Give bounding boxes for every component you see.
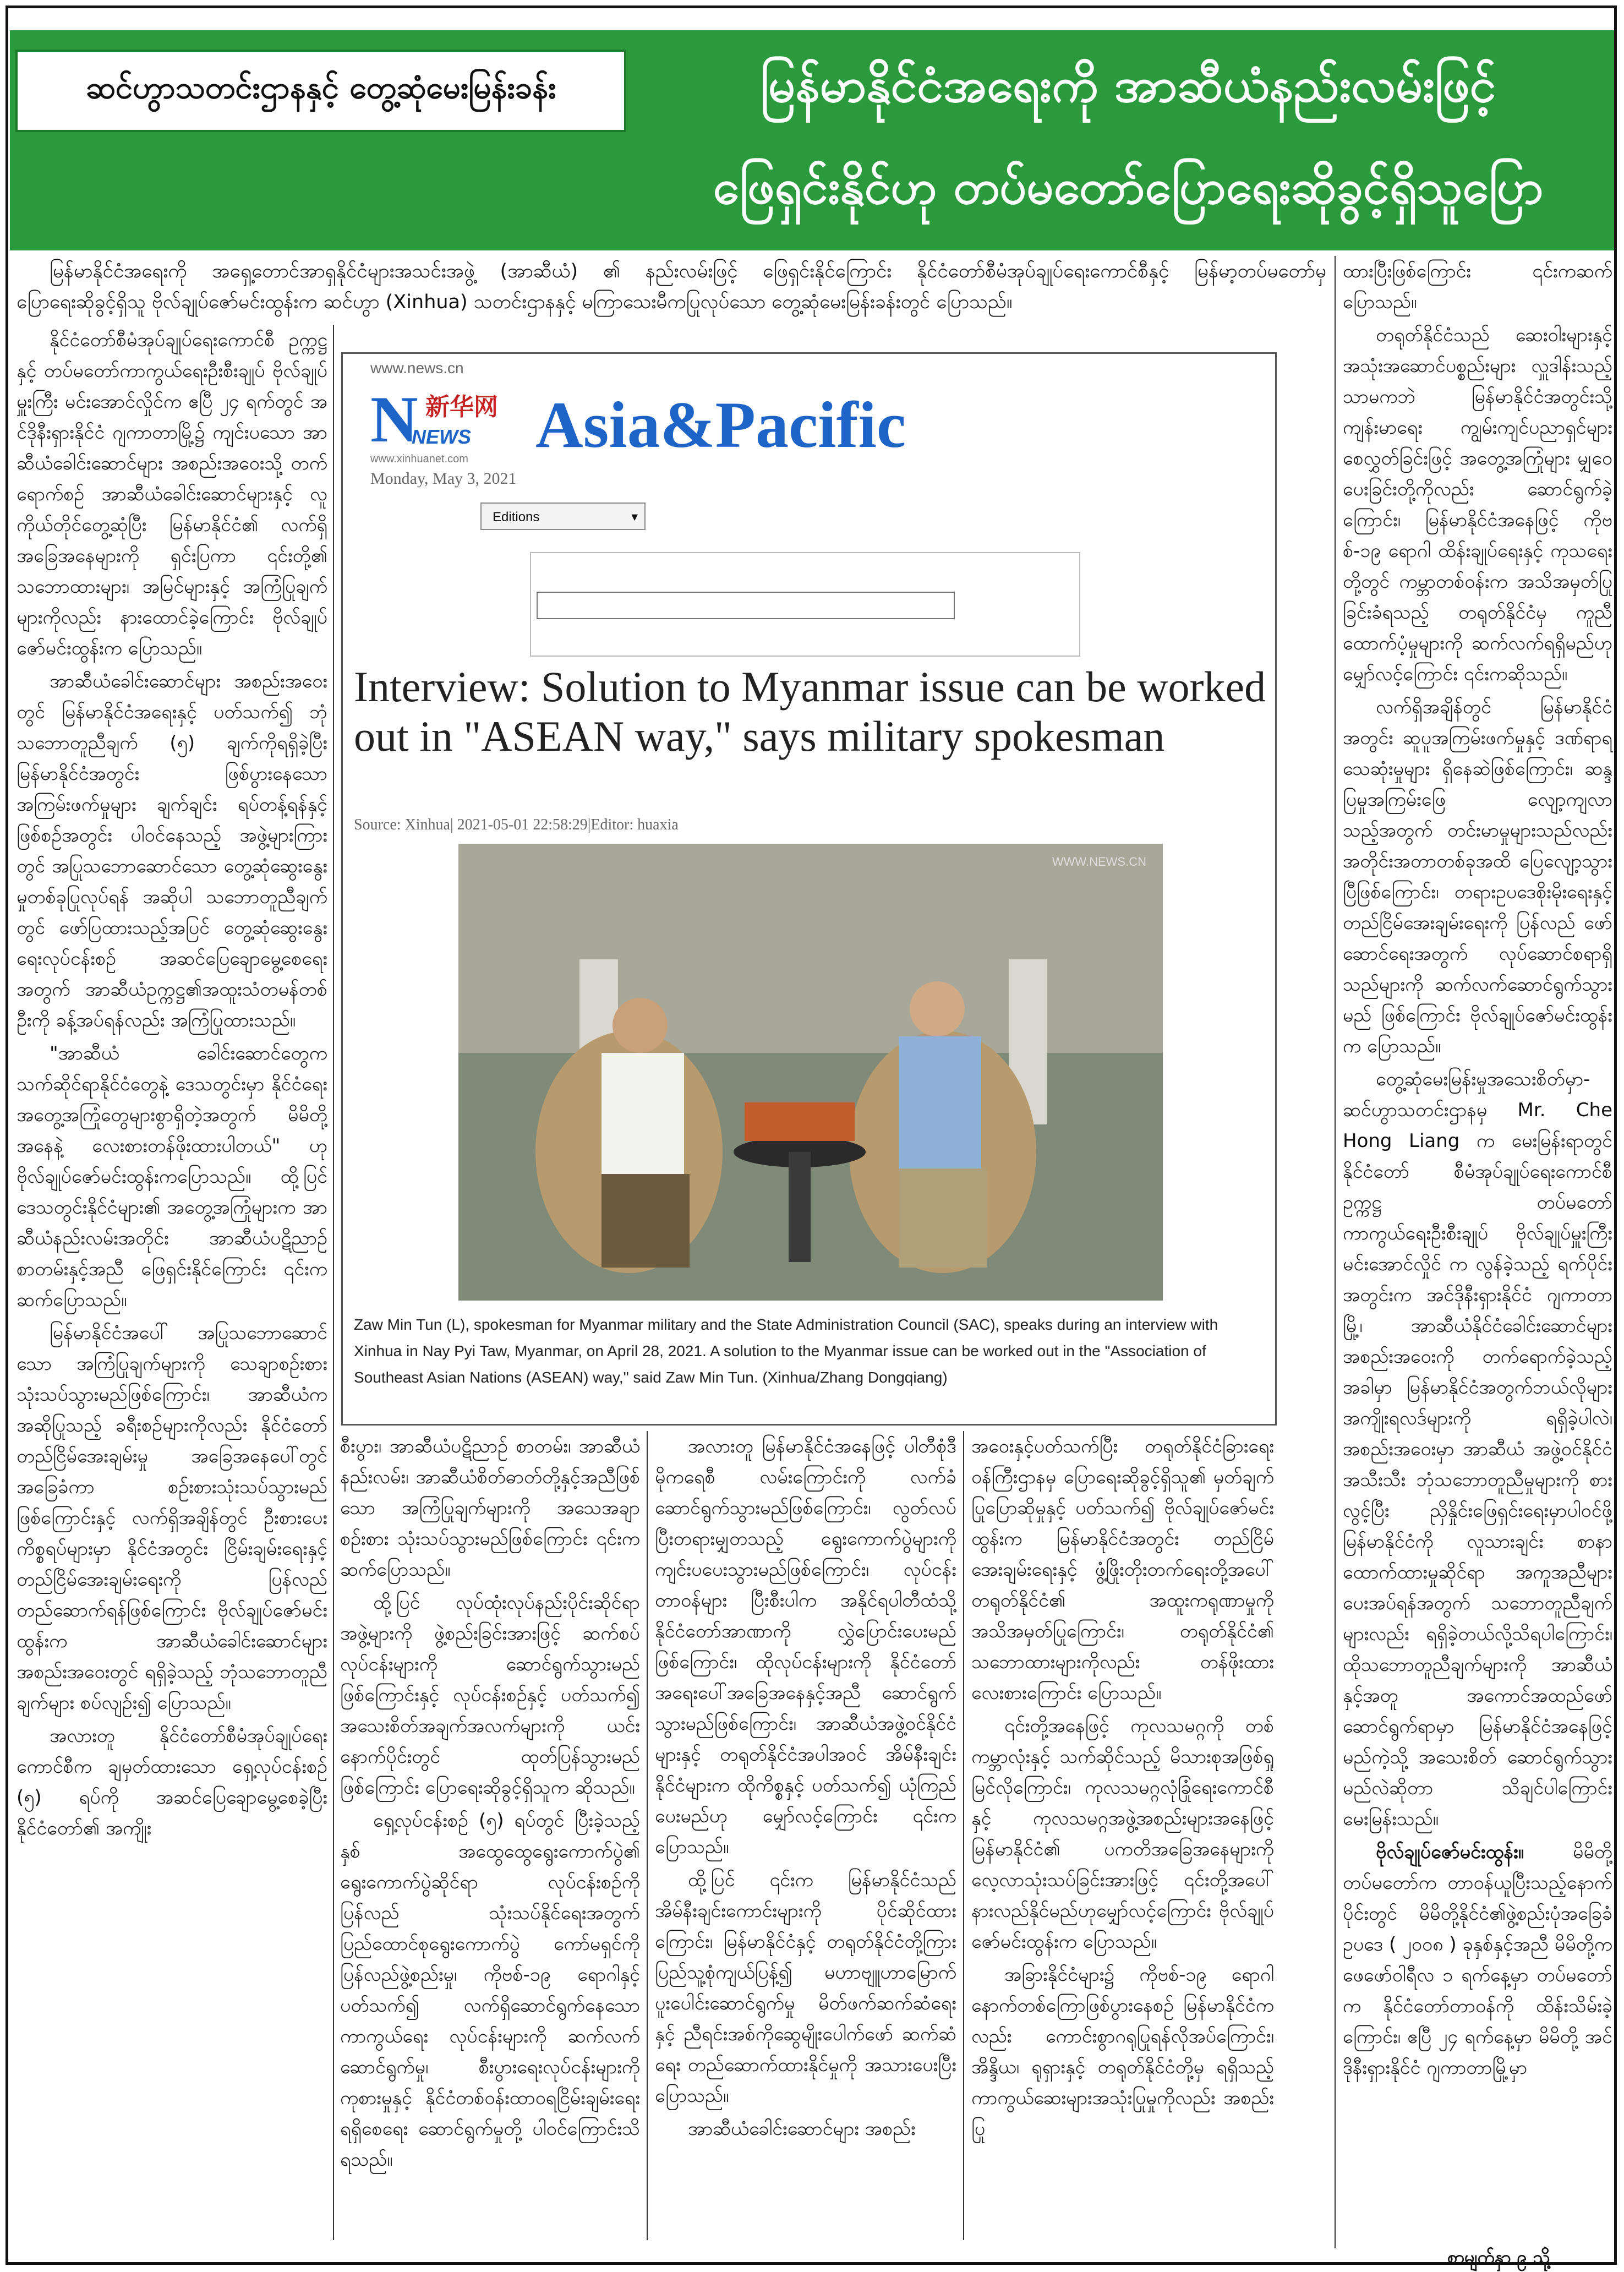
paragraph: ထို့ပြင် လုပ်ထုံးလုပ်နည်းပိုင်းဆိုင်ရာ အဖွဲ့များကို ဖွဲ့စည်းခြင်းအားဖြင့် ဆက်စပ်လုပ်ငန်းများကို ဆောင်ရွက်သွားမည်ဖြစ်ကြောင်းနှင့် လုပ်ငန်းစဉ်နှင့် ပတ်သက်၍ အသေးစိတ်အချက်အလက်များကို ယင်းနောက်ပိုင်းတွင် ထုတ်ပြန်သွားမည်ဖြစ်ကြောင်း ပြောရေးဆိုခွင့်ရှိသူက ဆိုသည်။ — [340, 1592, 640, 1799]
column-divider — [333, 325, 334, 2240]
photo-caption: Zaw Min Tun (L), spokesman for Myanmar military and the State Administration Council (SAC), speaks during an interview with Xinhua in Nay Pyi Taw, Myanmar, on April 28, 2021. A solution to the Myanmar issue can be worked out in the "Association of Southeast Asian Nations (ASEAN) way," said Zaw Min Tun. (Xinhua/Zhang Dongqiang) — [354, 1316, 1218, 1386]
section-tag — [15, 50, 626, 132]
paragraph: တရုတ်နိုင်ငံသည် ဆေးဝါးများနှင့် အသုံးအဆောင်ပစ္စည်းများ လှူဒါန်းသည့်သာမကဘဲ မြန်မာနိုင်ငံအတွင်းသို့ ကျန်းမာရေး ကျွမ်းကျင်ပညာရှင်များ စေလွှတ်ခြင်းဖြင့် အတွေ့အကြုံများ မျှဝေပေးခြင်းတို့ကိုလည်း ဆောင်ရွက်ခဲ့ကြောင်း၊ မြန်မာနိုင်ငံအနေဖြင့် ကိုဗစ်-၁၉ ရောဂါ ထိန်းချုပ်ရေးနှင့် ကုသရေးတို့တွင် ကမ္ဘာတစ်ဝန်းက အသိအမှတ်ပြုခြင်းခံရသည့် တရုတ်နိုင်ငံမှ ကူညီထောက်ပံ့မှုများကို ဆက်လက်ရရှိမည်ဟုမျှော်လင့်ကြောင်း ၎င်းကဆိုသည်။ — [1343, 324, 1612, 685]
logo-n-glyph: N — [370, 383, 418, 456]
column-mid-3 — [971, 1431, 1274, 2147]
xinhua-logo — [359, 359, 557, 469]
paragraph — [1343, 1837, 1612, 2083]
column-divider — [647, 1431, 648, 2240]
headline-line-2: ဖြေရှင်းနိုင်ဟု တပ်မတော်ပြောရေးဆိုခွင့်ရှိသူပြော — [713, 160, 1544, 215]
clipping-source: Source: Xinhua| 2021-05-01 22:58:29|Editor: huaxia — [354, 816, 679, 833]
paragraph: လက်ရှိအချိန်တွင် မြန်မာနိုင်ငံအတွင်း ဆူပူအကြမ်းဖက်မှုနှင့် ဒဏ်ရာရသေဆုံးမှုများ ရှိနေဆဲဖြစ်ကြောင်း၊ ဆန္ဒပြမှုအကြမ်းဖြေ လျော့ကျလာသည့်အတွက် တင်းမာမှုများသည်လည်း အတိုင်းအတာတစ်ခုအထိ ပြေလျော့သွားပြီဖြစ်ကြောင်း၊ တရားဥပဒေစိုးမိုးရေးနှင့် တည်ငြိမ်အေးချမ်းရေးကို ပြန်လည် ဖော်ဆောင်ရေးအတွက် လုပ်ဆောင်စရာရှိသည်များကို ဆက်လက်ဆောင်ရွက်သွားမည် ဖြစ်ကြောင်း ဗိုလ်ချုပ်ဇော်မင်းထွန်းက ပြောသည်။ — [1343, 696, 1612, 1057]
column-divider — [1335, 256, 1336, 2248]
logo-news: NEWS — [412, 425, 471, 448]
clipping-date: Monday, May 3, 2021 — [370, 469, 517, 488]
paragraph: ထို့ပြင် ၎င်းက မြန်မာနိုင်ငံသည် အိမ်နီးချင်းကောင်းများကို ပိုင်ဆိုင်ထားကြောင်း၊ မြန်မာနိုင်ငံနှင့် တရုတ်နိုင်ငံတို့ကြား ပြည်သူ့စုံကျယ်ပြန့်၍ မဟာဗျူဟာမြောက် ပူးပေါင်းဆောင်ရွက်မှု မိတ်ဖက်ဆက်ဆံရေးနှင့် ညီရင်းအစ်ကိုဆွေမျိုးပေါက်ဖော် ဆက်ဆံရေး တည်ဆောက်ထားနိုင်မှုကို အသားပေးပြီးပြောသည်။ — [655, 1869, 956, 2107]
logo-site: www.xinhuanet.com — [370, 453, 468, 465]
paragraph: "အာဆီယံ ခေါင်းဆောင်တွေက သက်ဆိုင်ရာနိုင်ငံတွေနဲ့ ဒေသတွင်းမှာ နိုင်ငံရေး အတွေ့အကြုံတွေများစွာရှိတဲ့အတွက် မိမိတို့အနေနဲ့ လေးစားတန်ဖိုးထားပါတယ်" ဟု ဗိုလ်ချုပ်ဇော်မင်းထွန်းကပြောသည်။ ထို့ပြင် ဒေသတွင်းနိုင်ငံများ၏ အတွေ့အကြုံများက အာဆီယံနည်းလမ်းအတိုင်း အာဆီယံပဋိညာဉ် စာတမ်းနှင့်အညီ ဖြေရှင်းနိုင်ကြောင်း ၎င်းကဆက်ပြောသည်။ — [17, 1042, 327, 1311]
column-divider — [963, 1431, 964, 2240]
headline-line-1: မြန်မာနိုင်ငံအရေးကို အာဆီယံနည်းလမ်းဖြင့် — [760, 58, 1496, 113]
speaker-label: ဗိုလ်ချုပ်ဇော်မင်းထွန်း။ — [1376, 1841, 1524, 1863]
paragraph: တွေ့ဆုံမေးမြန်းမှုအသေးစိတ်မှာ- ဆင်ဟွာသတင်းဌာနမှ Mr. Che Hong Liang က မေးမြန်းရာတွင် နိုင်ငံတော် စီမံအုပ်ချုပ်ရေးကောင်စီ ဥက္ကဋ္ဌ တပ်မတော် ကာကွယ်ရေးဦးစီးချုပ် ဗိုလ်ချုပ်မှူးကြီး မင်းအောင်လှိုင် က လွန်ခဲ့သည့် ရက်ပိုင်းအတွင်းက အင်ဒိုနီးရှားနိုင်ငံ ဂျကာတာမြို့၊ အာဆီယံနိုင်ငံခေါင်းဆောင်များ အစည်းအဝေးကို တက်ရောက်ခဲ့သည့်အခါမှာ မြန်မာနိုင်ငံအတွက်ဘယ်လိုများအကျိုးရလဒ်များကို ရရှိခဲ့ပါလဲ၊ အစည်းအဝေးမှာ အာဆီယံ အဖွဲ့ဝင်နိုင်ငံအသီးသီး ဘုံသဘောတူညီမှုများကို စားလွင့်ပြီး ညှိနှိုင်းဖြေရှင်းရေးမှာပါဝင်ဖို့ မြန်မာနိုင်ငံကို လူသားချင်း စာနာထောက်ထားမှုဆိုင်ရာ အကူအညီများ ပေးအပ်ရန်အတွက် သဘောတူညီချက်များလည်း ရရှိခဲ့တယ်လို့သိရပါကြောင်း၊ ထိုသဘောတူညီချက်များကို အာဆီယံနှင့်အတူ အကောင်အထည်ဖော် ဆောင်ရွက်ရာမှာ မြန်မာနိုင်ငံအနေဖြင့် မည်ကဲ့သို့ အသေးစိတ် ဆောင်ရွက်သွားမည်လဲဆိုတာ သိချင်ပါကြောင်း မေးမြန်းသည်။ — [1343, 1068, 1612, 1830]
paragraph: ထားပြီးဖြစ်ကြောင်း ၎င်းကဆက်ပြောသည်။ — [1343, 260, 1612, 313]
search-panel — [530, 552, 1080, 657]
clipping-section: Asia&Pacific — [535, 388, 906, 461]
paragraph: မြန်မာနိုင်ငံအပေါ် အပြုသဘောဆောင်သော အကြံပြုချက်များကို သေချာစဉ်းစား သုံးသပ်သွားမည်ဖြစ်ကြောင်း၊ အာဆီယံက အဆိုပြုသည့် ခရီးစဉ်များကိုလည်း နိုင်ငံတော်တည်ငြိမ်အေးချမ်းမှု အခြေအနေပေါ်တွင် အခြေခံကာ စဉ်းစားသုံးသပ်သွားမည်ဖြစ်ကြောင်းနှင့် လက်ရှိအချိန်တွင် ဦးစားပေးကိစ္စရပ်များမှာ နိုင်ငံအတွင်း ငြိမ်းချမ်းရေးနှင့် တည်ငြိမ်အေးချမ်းရေးကို ပြန်လည်တည်ဆောက်ရန်ဖြစ်ကြောင်း ဗိုလ်ချုပ်ဇော်မင်းထွန်းက အာဆီယံခေါင်းဆောင်များ အစည်းအဝေးတွင် ရရှိခဲ့သည့် ဘုံသဘောတူညီချက်များ စပ်လျဉ်း၍ ပြောသည်။ — [17, 1322, 327, 1714]
chevron-down-icon: ▼ — [629, 511, 640, 523]
continuation-note: စာမျက်နှာ ၉ သို့ — [1447, 2247, 1550, 2268]
photo-watermark: WWW.NEWS.CN — [1052, 855, 1146, 869]
paragraph: အဝေးနှင့်ပတ်သက်ပြီး တရုတ်နိုင်ငံခြားရေးဝန်ကြီးဌာနမှ ပြောရေးဆိုခွင့်ရှိသူ၏ မှတ်ချက်ပြုပြောဆိုမှုနှင့် ပတ်သက်၍ ဗိုလ်ချုပ်ဇော်မင်းထွန်းက မြန်မာနိုင်ငံအတွင်း တည်ငြိမ်အေးချမ်းရေးနှင့် ဖွံ့ဖြိုးတိုးတက်ရေးတို့အပေါ် တရုတ်နိုင်ငံ၏ အထူးကရုဏာမှုကို အသိအမှတ်ပြုကြောင်း၊ တရုတ်နိုင်ငံ၏ သဘောထားများကိုလည်း တန်ဖိုးထား လေးစားကြောင်း ပြောသည်။ — [971, 1435, 1274, 1704]
paragraph: ရှေ့လုပ်ငန်းစဉ် (၅) ရပ်တွင် ပြီးခဲ့သည့်နှစ် အထွေထွေရွေးကောက်ပွဲ၏ ရွေးကောက်ပွဲဆိုင်ရာ လုပ်ငန်းစဉ်ကို ပြန်လည် သုံးသပ်နိုင်ရေးအတွက် ပြည်ထောင်စုရွေးကောက်ပွဲ ကော်မရှင်ကို ပြန်လည်ဖွဲ့စည်းမှု၊ ကိုဗစ်-၁၉ ရောဂါနှင့်ပတ်သက်၍ လက်ရှိဆောင်ရွက်နေသော ကာကွယ်ရေး လုပ်ငန်းများကို ဆက်လက်ဆောင်ရွက်မှု၊ စီးပွားရေးလုပ်ငန်းများကို ကုစားမှုနှင့် နိုင်ငံတစ်ဝန်းထာဝရငြိမ်းချမ်းရေးရရှိစေရေး ဆောင်ရွက်မှုတို့ ပါဝင်ကြောင်းသိရသည်။ — [340, 1810, 640, 2171]
clipping-title: Interview: Solution to Myanmar issue can be worked out in "ASEAN way," says military spokesman — [354, 663, 1266, 760]
paragraph: အခြားနိုင်ငံများ၌ ကိုဗစ်-၁၉ ရောဂါနောက်တစ်ကြောဖြစ်ပွားနေစဉ် မြန်မာနိုင်ငံကလည်း ကောင်းစွာဂရုပြုရန်လိုအပ်ကြောင်း၊ အိန္ဒိယ၊ ရုရှားနှင့် တရုတ်နိုင်ငံတို့မှ ရရှိသည့်ကာကွယ်ဆေးများအသုံးပြုမှုကိုလည်း အစည်းပြု — [971, 1964, 1274, 2140]
xinhua-clipping — [341, 352, 1277, 1426]
headline — [649, 39, 1607, 242]
paragraph: အလားတူ မြန်မာနိုင်ငံအနေဖြင့် ပါတီစုံဒီမိုကရေစီ လမ်းကြောင်းကို လက်ခံ ဆောင်ရွက်သွားမည်ဖြစ်ကြောင်း၊ လွတ်လပ်ပြီးတရားမျှတသည့် ရွေးကောက်ပွဲများကို ကျင်းပပေးသွားမည်ဖြစ်ကြောင်း၊ လုပ်ငန်းတာဝန်များ ပြီးစီးပါက အနိုင်ရပါတီထံသို့ နိုင်ငံတော်အာဏာကို လွှဲပြောင်းပေးမည်ဖြစ်ကြောင်း၊ ထိုလုပ်ငန်းများကို နိုင်ငံတော်အရေးပေါ်အခြေအနေနှင့်အညီ ဆောင်ရွက်သွားမည်ဖြစ်ကြောင်း၊ အာဆီယံအဖွဲ့ဝင်နိုင်ငံများနှင့် တရုတ်နိုင်ငံအပါအဝင် အိမ်နီးချင်းနိုင်ငံများက ထိုကိစ္စနှင့် ပတ်သက်၍ ယုံကြည်ပေးမည်ဟု မျှော်လင့်ကြောင်း ၎င်းကပြောသည်။ — [655, 1435, 956, 1858]
search-input[interactable] — [537, 592, 955, 619]
site-url: www.news.cn — [370, 359, 464, 376]
paragraph: အလားတူ နိုင်ငံတော်စီမံအုပ်ချုပ်ရေးကောင်စီက ချမှတ်ထားသော ရှေ့လုပ်ငန်းစဉ် (၅) ရပ်ကို အဆင်ပြေချောမွေ့စေခဲ့ပြီး နိုင်ငံတော်၏ အကျိုး — [17, 1725, 327, 1839]
column-left — [17, 325, 327, 1846]
interview-photo — [458, 844, 1163, 1301]
column-mid-1 — [340, 1431, 640, 2177]
interview-photo-illustration — [458, 844, 1163, 1301]
logo-chinese: 新华网 — [425, 393, 498, 421]
paragraph: အာဆီယံခေါင်းဆောင်များ အစည်းအဝေးတွင် မြန်မာနိုင်ငံအရေးနှင့် ပတ်သက်၍ ဘုံသဘောတူညီချက် (၅) ချက်ကိုရရှိခဲ့ပြီး မြန်မာနိုင်ငံအတွင်း ဖြစ်ပွားနေသော အကြမ်းဖက်မှုများ ချက်ချင်း ရပ်တန့်ရန်နှင့် ဖြစ်စဉ်အတွင်း ပါဝင်နေသည့် အဖွဲ့များကြားတွင် အပြုသဘောဆောင်သော တွေ့ဆုံဆွေးနွေးမှုတစ်ခုပြုလုပ်ရန် အဆိုပါ သဘောတူညီချက်တွင် ဖော်ပြထားသည့်အပြင် တွေ့ဆုံဆွေးနွေးရေးလုပ်ငန်းစဉ် အဆင်ပြေချောမွေ့စေရေးအတွက် အာဆီယံဥက္ကဋ္ဌ၏အထူးသံတမန်တစ်ဦးကို ခန့်အပ်ရန်လည်း အကြံပြုထားသည်။ — [17, 670, 327, 1031]
paragraph: အာဆီယံခေါင်းဆောင်များ အစည်း — [688, 2118, 916, 2140]
paragraph: နိုင်ငံတော်စီမံအုပ်ချုပ်ရေးကောင်စီ ဥက္ကဋ္ဌနှင့် တပ်မတော်ကာကွယ်ရေးဦးစီးချုပ် ဗိုလ်ချုပ်မှူးကြီး မင်းအောင်လှိုင်က ဧပြီ ၂၄ ရက်တွင် အင်ဒိုနီးရှားနိုင်ငံ ဂျကာတာမြို့၌ ကျင်းပသော အာဆီယံခေါင်းဆောင်များ အစည်းအဝေးသို့ တက်ရောက်စဉ် အာဆီယံခေါင်းဆောင်များနှင့် လူကိုယ်တိုင်တွေ့ဆုံပြီး မြန်မာနိုင်ငံ၏ လက်ရှိအခြေအနေများကို ရှင်းပြကာ ၎င်းတို့၏ သဘောထားများ၊ အမြင်များနှင့် အကြံပြုချက်များကိုလည်း နားထောင်ခဲ့ကြောင်း ဗိုလ်ချုပ် ဇော်မင်းထွန်းက ပြောသည်။ — [17, 329, 327, 659]
column-mid-2 — [655, 1431, 956, 2147]
paragraph-text: မိမိတို့ တပ်မတော်က တာဝန်ယူပြီးသည့်နောက်ပိုင်းတွင် မိမိတို့နိုင်ငံ၏ဖွဲ့စည်းပုံအခြေခံဥပဒေ ( ၂၀၀၈ ) ခုနှစ်နှင့်အညီ မိမိတို့က ဖေဖော်ဝါရီလ ၁ ရက်နေ့မှာ တပ်မတော်က နိုင်ငံတော်တာဝန်ကို ထိန်းသိမ်းခဲ့ကြောင်း၊ ဧပြီ ၂၄ ရက်နေ့မှာ မိမိတို့ အင်ဒိုနီးရှားနိုင်ငံ ဂျကာတာမြို့မှာ — [1343, 1841, 1612, 2079]
paragraph: ၎င်းတို့အနေဖြင့် ကုလသမဂ္ဂကို တစ်ကမ္ဘာလုံးနှင့် သက်ဆိုင်သည့် မိသားစုအဖြစ်ရှုမြင်လိုကြောင်း၊ ကုလသမဂ္ဂလုံခြုံရေးကောင်စီနှင့် ကုလသမဂ္ဂအဖွဲ့အစည်းများအနေဖြင့် မြန်မာနိုင်ငံ၏ ပကတိအခြေအနေများကို လေ့လာသုံးသပ်ခြင်းအားဖြင့် ၎င်းတို့အပေါ် နားလည်နိုင်မည်ဟုမျှော်လင့်ကြောင်း ဗိုလ်ချုပ်ဇော်မင်းထွန်းက ပြောသည်။ — [971, 1715, 1274, 1953]
section-tag-text: ဆင်ဟွာသတင်းဌာနနှင့် တွေ့ဆုံမေးမြန်းခန်း — [85, 70, 556, 106]
lead-paragraph: မြန်မာနိုင်ငံအရေးကို အရှေ့တောင်အာရှနိုင်ငံများအသင်းအဖွဲ့ (အာဆီယံ) ၏ နည်းလမ်းဖြင့် ဖြေရှင်းနိုင်ကြောင်း နိုင်ငံတော်စီမံအုပ်ချုပ်ရေးကောင်စီနှင့် မြန်မာ့တပ်မတော်မှ ပြောရေးဆိုခွင့်ရှိသူ ဗိုလ်ချုပ်ဇော်မင်းထွန်းက ဆင်ဟွာ (Xinhua) သတင်းဌာနနှင့် မကြာသေးမီကပြုလုပ်သော တွေ့ဆုံမေးမြန်းခန်းတွင် ပြောသည်။ — [17, 260, 1326, 313]
paragraph: စီးပွား၊ အာဆီယံပဋိညာဉ် စာတမ်း၊ အာဆီယံနည်းလမ်း၊ အာဆီယံစိတ်ဓာတ်တို့နှင့်အညီဖြစ်သော အကြံပြုချက်များကို အသေအချာစဉ်းစား သုံးသပ်သွားမည်ဖြစ်ကြောင်း ၎င်းကဆက်ပြောသည်။ — [340, 1435, 640, 1581]
editions-select[interactable] — [480, 503, 646, 530]
editions-label: Editions — [493, 510, 540, 525]
column-right — [1343, 256, 1612, 2085]
